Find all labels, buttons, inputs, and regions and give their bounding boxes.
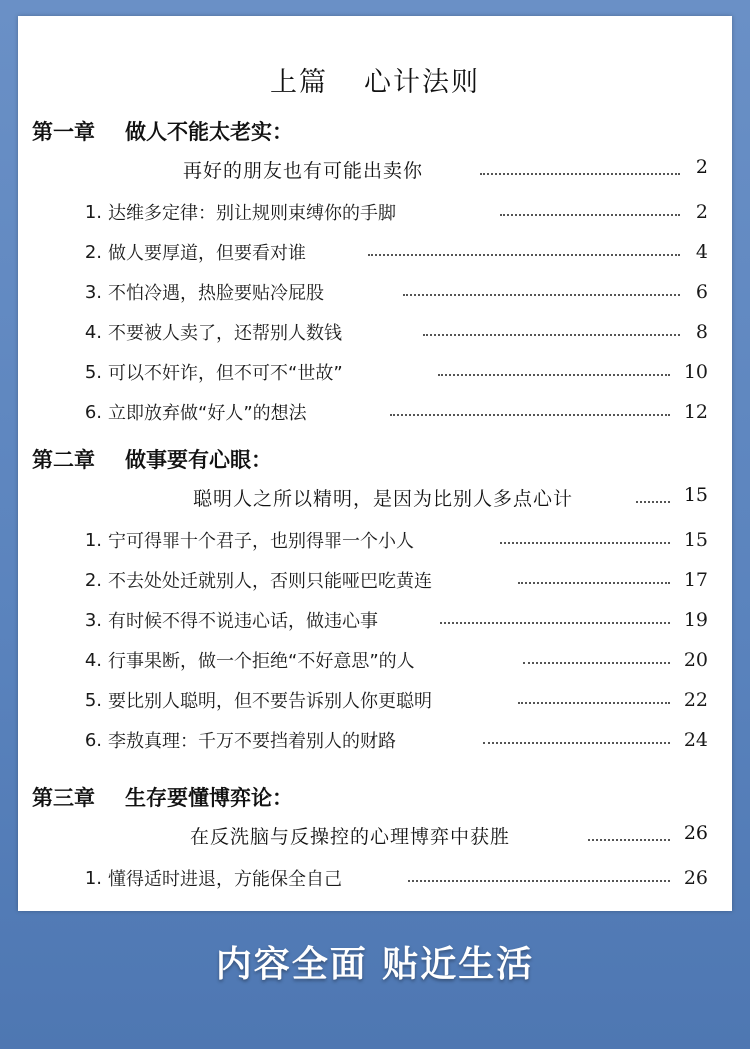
entry-number: 6.: [84, 401, 102, 423]
chapter-subtitle-row: [18, 156, 732, 186]
chapter-title: 做人不能太老实：: [125, 120, 293, 144]
entry-title: 宁可得罪十个君子，也别得罪一个小人: [108, 531, 414, 552]
entry-title: 做人要厚道，但要看对谁: [108, 243, 306, 264]
chapter-heading: [32, 782, 293, 812]
entry-number: 4.: [84, 649, 102, 671]
dot-leader: [483, 742, 670, 744]
dot-leader: [403, 294, 680, 296]
entry-number: 5.: [84, 361, 102, 383]
toc-entry[interactable]: [18, 725, 732, 755]
dot-leader: [636, 501, 670, 503]
dot-leader: [408, 880, 670, 882]
promo-banner: [0, 911, 750, 1011]
dot-leader: [518, 582, 670, 584]
toc-entry[interactable]: [18, 863, 732, 893]
entry-title: 要比别人聪明，但不要告诉别人你更聪明: [108, 691, 432, 712]
page-number: 4: [695, 241, 708, 263]
dot-leader: [423, 334, 680, 336]
entry-title: 行事果断，做一个拒绝“不好意思”的人: [108, 651, 415, 672]
chapter-subtitle: 聪明人之所以精明，是因为比别人多点心计: [193, 488, 574, 510]
page-number: 26: [683, 822, 708, 844]
entry-title: 有时候不得不说违心话，做违心事: [108, 611, 378, 632]
chapter-title: 生存要懂博弈论：: [125, 786, 293, 810]
entry-title: 可以不奸诈，但不可不“世故”: [108, 363, 343, 384]
entry-number: 3.: [84, 609, 102, 631]
entry-number: 1.: [84, 867, 102, 889]
dot-leader: [500, 214, 680, 216]
chapter-subtitle-row: [18, 484, 732, 514]
page-number: 15: [683, 484, 708, 506]
toc-entry[interactable]: [18, 645, 732, 675]
chapter-heading: [32, 444, 272, 474]
dot-leader: [588, 839, 670, 841]
part-title: [18, 60, 732, 99]
chapter-label: 第一章: [32, 120, 95, 144]
toc-entry[interactable]: [18, 397, 732, 427]
toc-entry[interactable]: [18, 605, 732, 635]
entry-title: 李敖真理：千万不要挡着别人的财路: [108, 731, 396, 752]
page-number: 10: [683, 361, 708, 383]
toc-entry[interactable]: [18, 317, 732, 347]
chapter-subtitle: 在反洗脑与反操控的心理博弈中获胜: [190, 826, 511, 848]
chapter-label: 第二章: [32, 448, 95, 472]
page-number: 26: [683, 867, 708, 889]
page-number: 15: [683, 529, 708, 551]
chapter-subtitle: 再好的朋友也有可能出卖你: [183, 160, 424, 182]
dot-leader: [523, 662, 670, 664]
part-label: 上篇: [270, 67, 328, 98]
toc-entry[interactable]: [18, 685, 732, 715]
dot-leader: [440, 622, 670, 624]
dot-leader: [480, 173, 680, 175]
toc-entry[interactable]: [18, 197, 732, 227]
entry-number: 2.: [84, 569, 102, 591]
entry-number: 4.: [84, 321, 102, 343]
page-number: 24: [683, 729, 708, 751]
entry-title: 立即放弃做“好人”的想法: [108, 403, 307, 424]
entry-title: 不去处处迁就别人，否则只能哑巴吃黄连: [108, 571, 432, 592]
entry-title: 懂得适时进退，方能保全自己: [108, 869, 342, 890]
dot-leader: [518, 702, 670, 704]
entry-title: 达维多定律：别让规则束缚你的手脚: [108, 203, 396, 224]
page-number: 17: [683, 569, 708, 591]
page-number: 12: [683, 401, 708, 423]
chapter-title: 做事要有心眼：: [125, 448, 272, 472]
toc-entry[interactable]: [18, 237, 732, 267]
entry-number: 5.: [84, 689, 102, 711]
page-number: 22: [683, 689, 708, 711]
entry-title: 不怕冷遇，热脸要贴冷屁股: [108, 283, 324, 304]
entry-number: 1.: [84, 529, 102, 551]
entry-number: 3.: [84, 281, 102, 303]
page-number: 6: [695, 281, 708, 303]
toc-page: [18, 16, 732, 911]
page-number: 19: [683, 609, 708, 631]
chapter-label: 第三章: [32, 786, 95, 810]
toc-entry[interactable]: [18, 565, 732, 595]
dot-leader: [438, 374, 670, 376]
dot-leader: [368, 254, 680, 256]
entry-number: 2.: [84, 241, 102, 263]
toc-entry[interactable]: [18, 525, 732, 555]
dot-leader: [390, 414, 670, 416]
page-number: 2: [695, 201, 708, 223]
page-number: 20: [683, 649, 708, 671]
entry-number: 1.: [84, 201, 102, 223]
chapter-subtitle-row: [18, 822, 732, 852]
dot-leader: [500, 542, 670, 544]
toc-entry[interactable]: [18, 357, 732, 387]
banner-text: 内容全面 贴近生活: [215, 943, 535, 985]
entry-title: 不要被人卖了，还帮别人数钱: [108, 323, 342, 344]
entry-number: 6.: [84, 729, 102, 751]
toc-entry[interactable]: [18, 277, 732, 307]
page-number: 2: [695, 156, 708, 178]
part-name: 心计法则: [364, 67, 480, 98]
chapter-heading: [32, 116, 293, 146]
page-number: 8: [695, 321, 708, 343]
